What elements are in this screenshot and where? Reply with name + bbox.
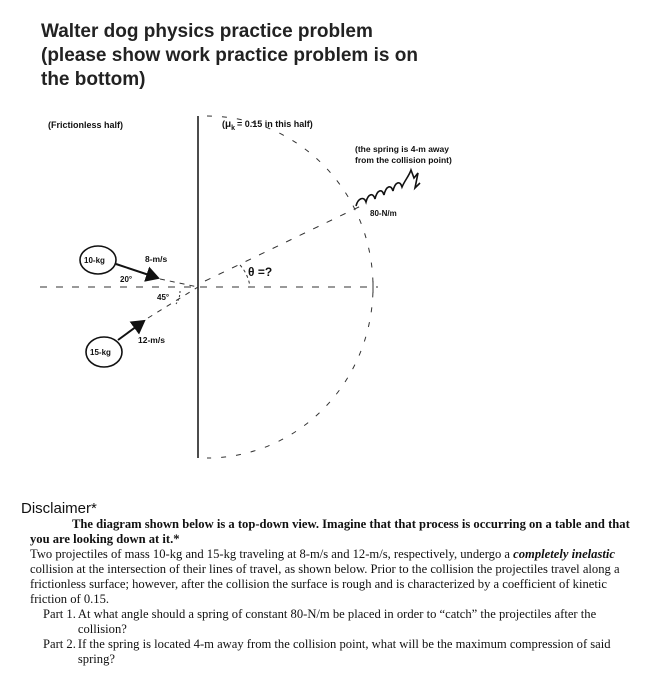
- part-2-text: If the spring is located 4-m away from the collision point, what will be the maximum compression of said spring?: [77, 637, 611, 666]
- spring-note-line-2: from the collision point): [355, 155, 452, 165]
- spring-icon: [356, 170, 420, 206]
- part-2-label: Part 2.: [43, 637, 76, 651]
- title-line-3: the bottom): [41, 69, 146, 90]
- part-1: [43, 607, 640, 637]
- angle-45-label: 45°: [157, 293, 170, 302]
- part-2: [43, 637, 640, 667]
- speed-8ms-label: 8-m/s: [145, 254, 168, 264]
- mass-15kg-label: 15-kg: [90, 348, 111, 357]
- mass-10kg-label: 10-kg: [84, 256, 105, 265]
- exit-direction-line: [205, 205, 363, 281]
- title-line-2: (please show work practice problem is on: [41, 45, 418, 66]
- frictionless-half-label: (Frictionless half): [48, 120, 124, 130]
- speed-12ms-label: 12-m/s: [138, 335, 165, 345]
- path-15kg-line: [148, 287, 198, 318]
- part-1-text: At what angle should a spring of constant 80-N/m be placed in order to “catch” the projectiles after the collision?: [77, 607, 597, 636]
- spring-constant-label: 80-N/m: [370, 209, 397, 218]
- path-10kg-line: [160, 279, 198, 287]
- angle-45-arc: [176, 291, 180, 304]
- problem-intro: Two projectiles of mass 10-kg and 15-kg traveling at 8-m/s and 12-m/s, respectively, undergo a completely inelastic collision at the intersection of their lines of travel, as shown below. Prior to the collision the projectiles travel along a frictionless surface; however, after the collision the surface is rough and is characterized by a coefficient of kinetic friction of 0.15.: [30, 547, 620, 606]
- disclaimer-heading: Disclaimer*: [21, 500, 97, 517]
- theta-label: θ =?: [248, 265, 273, 279]
- rough-half-label: ($\mu_k = 0.15$ in this half): [222, 119, 313, 132]
- title-line-1: Walter dog physics practice problem: [41, 21, 373, 42]
- spring-note-line-1: (the spring is 4-m away: [355, 144, 449, 154]
- part-1-label: Part 1.: [43, 607, 76, 621]
- angle-20-label: 20°: [120, 275, 133, 284]
- disclaimer-text: The diagram shown below is a top-down view. Imagine that that process is occurring on a table and that you are looking down at it.*: [30, 517, 630, 546]
- problem-statement: [30, 517, 640, 667]
